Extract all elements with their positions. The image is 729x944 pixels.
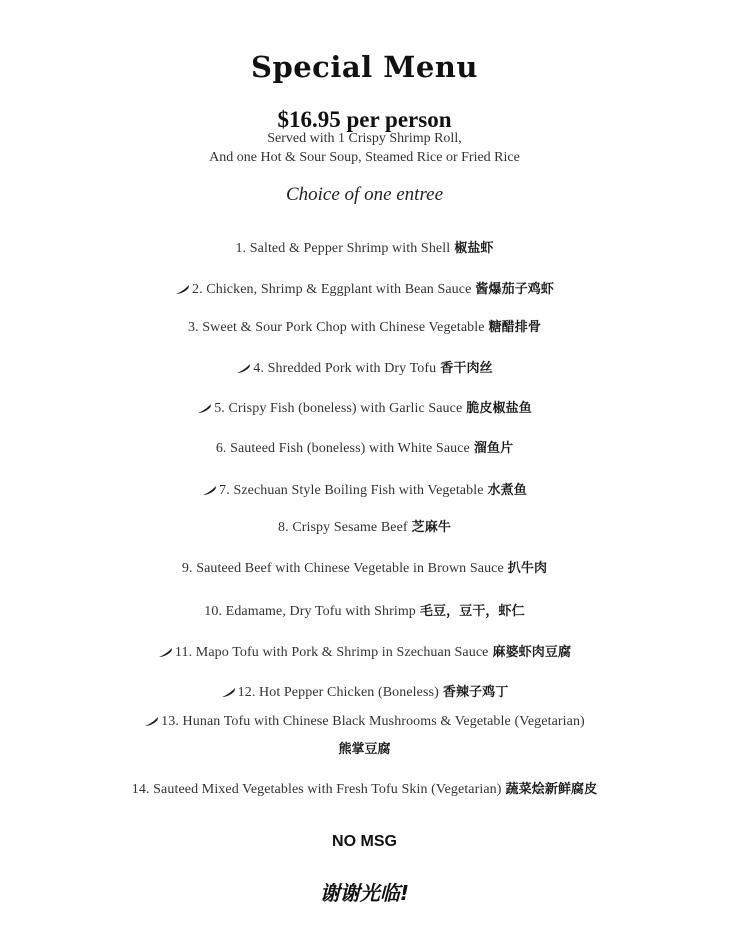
menu-item xyxy=(0,557,729,577)
menu-item-chinese-name: 毛豆，豆干，虾仁 xyxy=(419,604,525,619)
chili-pepper-icon xyxy=(144,716,159,727)
no-msg-note: NO MSG xyxy=(332,833,397,850)
menu-item xyxy=(0,316,729,336)
menu-item xyxy=(0,237,729,257)
served-with-line-1: Served with 1 Crispy Shrimp Roll, xyxy=(267,131,462,146)
menu-item-english-name: 9. Sauteed Beef with Chinese Vegetable in Brown Sauce xyxy=(181,561,504,576)
menu-item-chinese-name: 酱爆茄子鸡虾 xyxy=(475,282,554,297)
menu-item-english-name: 1. Salted & Pepper Shrimp with Shell xyxy=(235,241,451,256)
menu-item xyxy=(0,278,729,298)
menu-item-13-chinese-line: 熊掌豆腐 xyxy=(338,742,391,757)
menu-item-english-name: 5. Crispy Fish (boneless) with Garlic Sauce xyxy=(214,401,463,416)
menu-item-chinese-name: 麻婆虾肉豆腐 xyxy=(492,645,572,660)
menu-item-english-name: 2. Chicken, Shrimp & Eggplant with Bean Sauce xyxy=(191,282,472,297)
served-with-line-2: And one Hot & Sour Soup, Steamed Rice or Fried Rice xyxy=(209,150,520,165)
chili-pepper-icon xyxy=(175,284,190,295)
menu-item-chinese-name: 芝麻牛 xyxy=(411,520,451,535)
choice-heading: Choice of one entree xyxy=(285,184,444,205)
menu-item-english-name: 7. Szechuan Style Boiling Fish with Vegetable xyxy=(219,483,484,498)
menu-item xyxy=(0,516,729,536)
menu-item xyxy=(0,437,729,457)
menu-item xyxy=(0,479,729,499)
menu-item-english-name: 13. Hunan Tofu with Chinese Black Mushrooms & Vegetable (Vegetarian) xyxy=(161,714,585,729)
menu-item xyxy=(0,641,729,661)
menu-item xyxy=(0,600,729,620)
thank-you-note: 谢谢光临! xyxy=(319,881,410,905)
menu-item-chinese-name: 糖醋排骨 xyxy=(488,320,541,335)
menu-item-chinese-name: 香辣子鸡丁 xyxy=(442,685,509,700)
menu-item xyxy=(0,357,729,377)
menu-item-english-name: 3. Sweet & Sour Pork Chop with Chinese Vegetable xyxy=(188,320,485,335)
menu-item-english-name: 11. Mapo Tofu with Pork & Shrimp in Szechuan Sauce xyxy=(174,645,489,660)
menu-item-chinese-name: 扒牛肉 xyxy=(507,561,548,576)
menu-item xyxy=(0,778,729,798)
menu-item-chinese-name: 香干肉丝 xyxy=(440,361,493,376)
menu-item-english-name: 14. Sauteed Mixed Vegetables with Fresh Tofu Skin (Vegetarian) xyxy=(131,782,502,797)
price-per-person: $16.95 per person xyxy=(277,107,452,132)
chili-pepper-icon xyxy=(236,363,251,374)
menu-item-english-name: 4. Shredded Pork with Dry Tofu xyxy=(253,361,437,376)
menu-item-english-name: 6. Sauteed Fish (boneless) with White Sauce xyxy=(215,441,470,456)
menu-item-english-name: 12. Hot Pepper Chicken (Boneless) xyxy=(237,685,439,700)
chili-pepper-icon xyxy=(221,687,236,698)
page-title: Special Menu xyxy=(251,50,478,84)
menu-item xyxy=(0,681,729,701)
menu-item-chinese-name: 椒盐虾 xyxy=(454,241,494,256)
chili-pepper-icon xyxy=(158,647,173,658)
menu-item xyxy=(0,397,729,417)
menu-item-english-name: 10. Edamame, Dry Tofu with Shrimp xyxy=(204,604,416,619)
menu-item-chinese-name: 蔬菜烩新鲜腐皮 xyxy=(505,782,598,797)
menu-item-chinese-name: 水煮鱼 xyxy=(487,483,527,498)
menu-item-chinese-name: 脆皮椒盐鱼 xyxy=(466,401,532,416)
menu-item xyxy=(0,714,729,730)
menu-item-chinese-name: 溜鱼片 xyxy=(473,441,514,456)
chili-pepper-icon xyxy=(197,403,212,414)
menu-item-english-name: 8. Crispy Sesame Beef xyxy=(278,520,408,535)
chili-pepper-icon xyxy=(202,485,217,496)
